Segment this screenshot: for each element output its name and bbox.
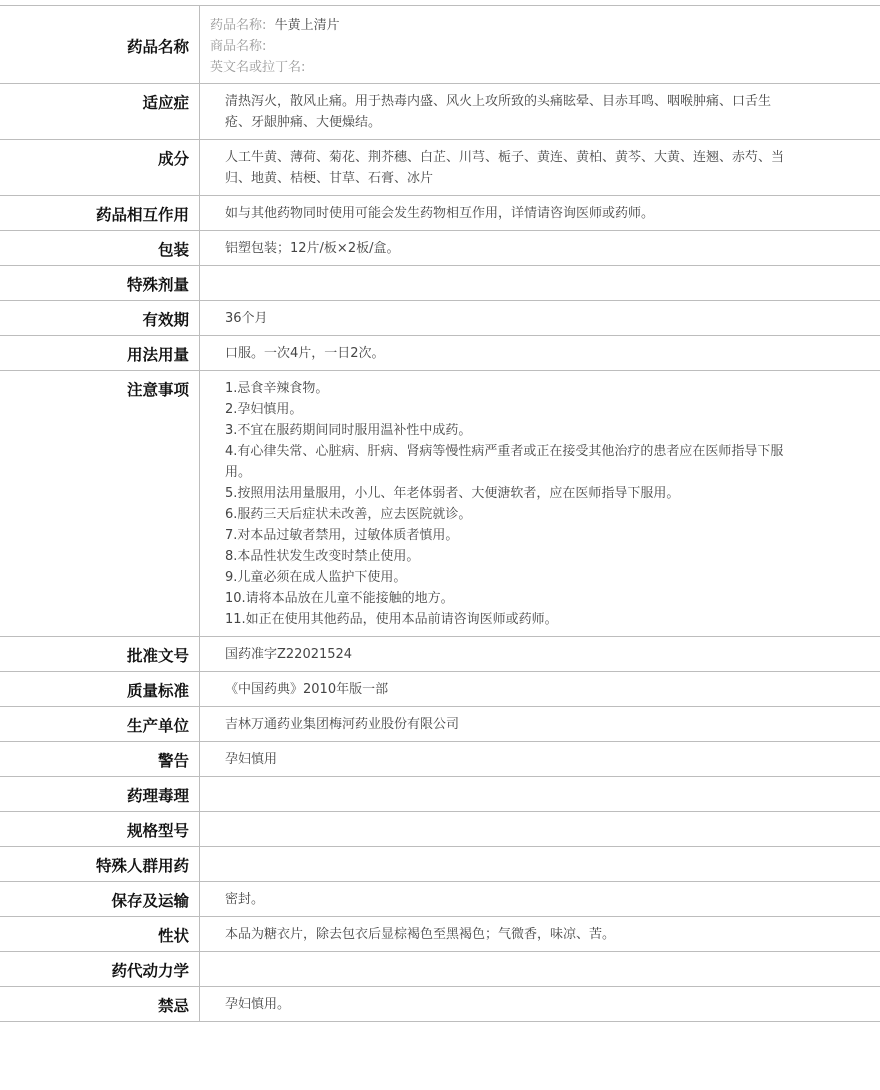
row-label: 性状 [0, 917, 200, 951]
row-label: 警告 [0, 742, 200, 776]
row-label: 注意事项 [0, 371, 200, 636]
row-value-cell [200, 882, 880, 916]
row-value-cell [200, 707, 880, 741]
latin-name-label: 英文名或拉丁名: [210, 60, 306, 75]
row-label: 药理毒理 [0, 777, 200, 811]
row-value [225, 959, 785, 980]
info-row [0, 336, 880, 371]
row-label: 适应症 [0, 84, 200, 139]
row-label: 规格型号 [0, 812, 200, 846]
row-value: 吉林万通药业集团梅河药业股份有限公司 [225, 717, 460, 732]
trade-name-label: 商品名称: [210, 39, 267, 54]
row-value-cell [200, 987, 880, 1021]
precaution-item: 10.请将本品放在儿童不能接触的地方。 [225, 591, 454, 606]
row-value-cell [200, 917, 880, 951]
row-label: 有效期 [0, 301, 200, 335]
row-label: 药品相互作用 [0, 196, 200, 230]
precaution-item: 1.忌食辛辣食物。 [225, 381, 329, 396]
row-drug-names [0, 6, 880, 84]
info-row [0, 917, 880, 952]
trade-name-line [210, 36, 880, 57]
row-value: 孕妇慎用。 [225, 997, 291, 1012]
row-value: 人工牛黄、薄荷、菊花、荆芥穗、白芷、川芎、栀子、黄连、黄柏、黄芩、大黄、连翘、赤芍、当归、地黄、桔梗、甘草、石膏、冰片 [225, 150, 785, 186]
row-label: 包装 [0, 231, 200, 265]
row-value [225, 819, 785, 840]
row-value-cell [200, 812, 880, 846]
names-cell [200, 6, 880, 83]
row-label: 保存及运输 [0, 882, 200, 916]
row-value-cell [200, 84, 880, 139]
row-value-cell [200, 336, 880, 370]
precaution-item: 8.本品性状发生改变时禁止使用。 [225, 549, 420, 564]
row-precautions [0, 371, 880, 637]
row-value-cell [200, 637, 880, 671]
precaution-item: 11.如正在使用其他药品，使用本品前请咨询医师或药师。 [225, 612, 558, 627]
generic-name-line [210, 15, 880, 36]
generic-name-label: 药品名称: [210, 18, 267, 33]
row-label: 用法用量 [0, 336, 200, 370]
info-row [0, 742, 880, 777]
precautions-list [200, 371, 880, 636]
info-row [0, 266, 880, 301]
info-row [0, 952, 880, 987]
precaution-item: 6.服药三天后症状未改善，应去医院就诊。 [225, 507, 472, 522]
info-row [0, 231, 880, 266]
row-label: 成分 [0, 140, 200, 195]
info-row [0, 812, 880, 847]
info-row [0, 777, 880, 812]
info-row [0, 672, 880, 707]
row-label: 批准文号 [0, 637, 200, 671]
row-value-cell [200, 266, 880, 300]
drug-info-table [0, 5, 880, 1022]
info-row [0, 140, 880, 196]
info-row [0, 84, 880, 140]
row-value: 清热泻火，散风止痛。用于热毒内盛、风火上攻所致的头痛眩晕、目赤耳鸣、咽喉肿痛、口舌生疮、牙龈肿痛、大便燥结。 [225, 94, 772, 130]
precaution-item: 5.按照用法用量服用，小儿、年老体弱者、大便溏软者，应在医师指导下服用。 [225, 486, 680, 501]
row-label: 生产单位 [0, 707, 200, 741]
precaution-item: 4.有心律失常、心脏病、肝病、肾病等慢性病严重者或正在接受其他治疗的患者应在医师指导下服用。 [225, 444, 784, 480]
row-label: 药代动力学 [0, 952, 200, 986]
info-row [0, 987, 880, 1022]
row-label: 药品名称 [0, 6, 200, 83]
row-label: 质量标准 [0, 672, 200, 706]
row-value: 铝塑包装；12片/板×2板/盒。 [225, 241, 400, 256]
row-value: 孕妇慎用 [225, 752, 278, 767]
row-value-cell [200, 777, 880, 811]
row-value: 如与其他药物同时使用可能会发生药物相互作用，详情请咨询医师或药师。 [225, 206, 655, 221]
row-value: 本品为糖衣片，除去包衣后显棕褐色至黑褐色；气微香，味凉、苦。 [225, 927, 616, 942]
row-value: 国药准字Z22021524 [225, 647, 353, 662]
row-value [225, 854, 785, 875]
precaution-item: 7.对本品过敏者禁用，过敏体质者慎用。 [225, 528, 459, 543]
row-value: 口服。一次4片，一日2次。 [225, 346, 385, 361]
row-value: 36个月 [225, 311, 268, 326]
info-row [0, 882, 880, 917]
row-value-cell [200, 301, 880, 335]
row-label: 特殊剂量 [0, 266, 200, 300]
row-value-cell [200, 742, 880, 776]
row-value: 《中国药典》2010年版一部 [225, 682, 389, 697]
latin-name-line [210, 57, 880, 78]
precaution-item: 9.儿童必须在成人监护下使用。 [225, 570, 407, 585]
row-value-cell [200, 952, 880, 986]
row-value-cell [200, 672, 880, 706]
info-row [0, 707, 880, 742]
row-label: 禁忌 [0, 987, 200, 1021]
row-value-cell [200, 231, 880, 265]
row-value: 密封。 [225, 892, 265, 907]
row-value-cell [200, 847, 880, 881]
info-row [0, 196, 880, 231]
row-value-cell [200, 140, 880, 195]
row-value-cell [200, 196, 880, 230]
precaution-item: 3.不宜在服药期间同时服用温补性中成药。 [225, 423, 472, 438]
generic-name-value: 牛黄上清片 [274, 18, 340, 33]
row-value [225, 273, 785, 294]
info-row [0, 847, 880, 882]
info-row [0, 637, 880, 672]
info-row [0, 301, 880, 336]
row-label: 特殊人群用药 [0, 847, 200, 881]
row-value [225, 784, 785, 805]
precaution-item: 2.孕妇慎用。 [225, 402, 303, 417]
